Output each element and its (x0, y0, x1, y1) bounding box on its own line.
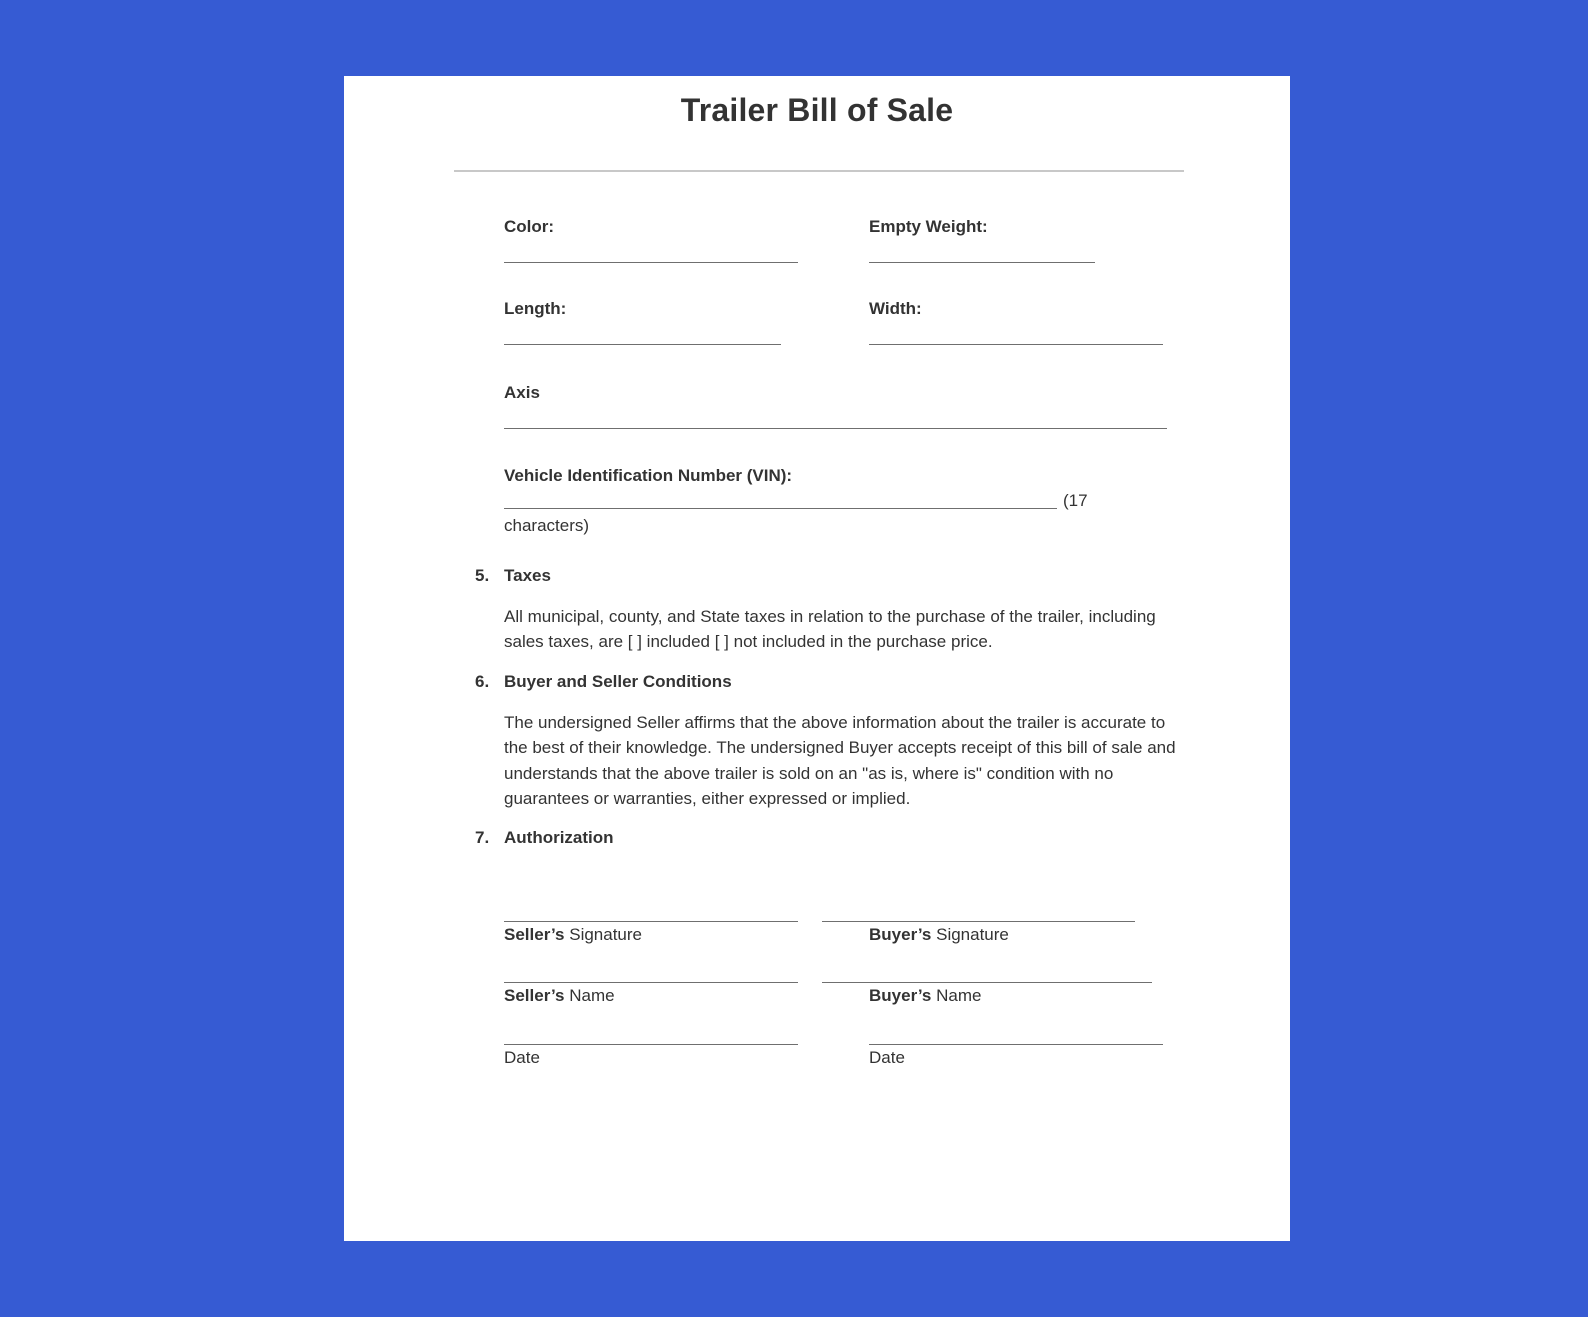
buyer-date-label: Date (869, 1048, 905, 1067)
buyer-signature-caption: Buyer’s Signature (869, 925, 1009, 944)
seller-date-label: Date (504, 1048, 540, 1067)
seller-name-caption: Seller’s Name (504, 986, 615, 1005)
vin-label: Vehicle Identification Number (VIN): (504, 466, 793, 485)
axis-label: Axis (504, 383, 540, 402)
section-6-number: 6. (475, 672, 490, 691)
section-5-number: 5. (475, 566, 490, 585)
color-field[interactable] (504, 262, 798, 263)
buyer-signature-line[interactable] (822, 921, 1135, 922)
section-5-heading: Taxes (504, 566, 551, 585)
buyer-date-line[interactable] (869, 1044, 1163, 1045)
width-label: Width: (869, 299, 922, 318)
buyer-name-caption: Buyer’s Name (869, 986, 982, 1005)
seller-date-line[interactable] (504, 1044, 798, 1045)
document-title: Trailer Bill of Sale (680, 92, 954, 128)
title-divider (454, 170, 1184, 172)
document-page (344, 76, 1290, 1241)
section-7-number: 7. (475, 828, 490, 847)
length-label: Length: (504, 299, 567, 318)
empty-weight-field[interactable] (869, 262, 1095, 263)
seller-signature-caption: Seller’s Signature (504, 925, 643, 944)
empty-weight-label: Empty Weight: (869, 217, 988, 236)
seller-name-line[interactable] (504, 982, 798, 983)
seller-signature-line[interactable] (504, 921, 798, 922)
axis-field[interactable] (504, 428, 1167, 429)
section-5-body: All municipal, county, and State taxes in relation to the purchase of the trailer, including sales taxes, are [ ] included [ ] not included in the purchase price. (504, 607, 1156, 652)
vin-field[interactable] (504, 508, 1057, 509)
buyer-name-line[interactable] (822, 982, 1152, 983)
width-field[interactable] (869, 344, 1163, 345)
color-label: Color: (504, 217, 555, 236)
length-field[interactable] (504, 344, 781, 345)
vin-note: (17 (1063, 491, 1088, 510)
section-7-heading: Authorization (504, 828, 614, 847)
vin-note-continued: characters) (504, 516, 590, 535)
section-6-heading: Buyer and Seller Conditions (504, 672, 732, 691)
section-6-body: The undersigned Seller affirms that the above information about the trailer is accurate to the best of their knowledge. The undersigned Buyer accepts receipt of this bill of sale and understands that the above trailer is sold on an "as is, where is" condition with no guarantees or warranties, either expressed or implied. (504, 713, 1176, 808)
